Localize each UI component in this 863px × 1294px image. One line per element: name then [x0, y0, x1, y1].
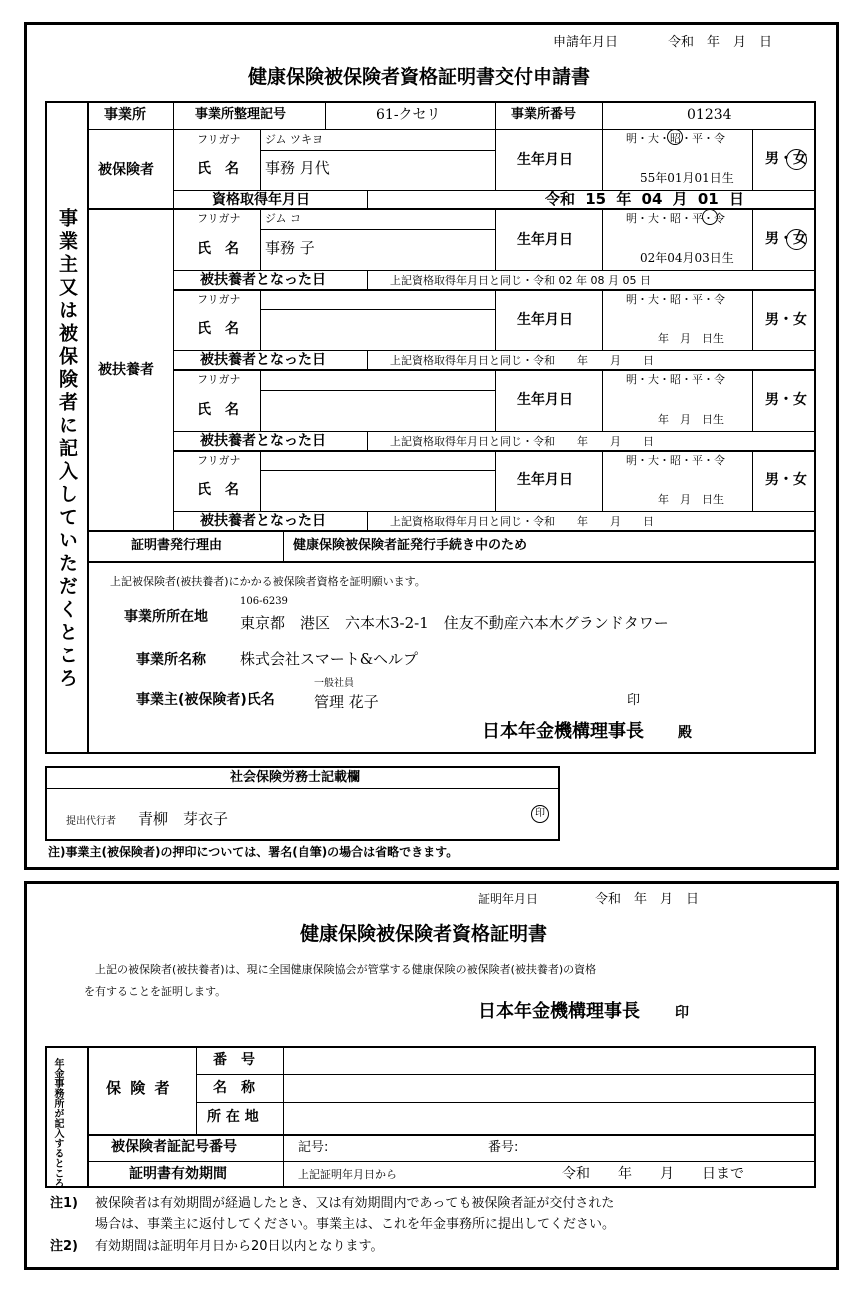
- office-number-value[interactable]: 01234: [687, 107, 732, 123]
- dep1-name-label: 氏 名: [197, 241, 239, 257]
- agent-name[interactable]: 青柳 芽衣子: [138, 810, 229, 828]
- agent-label: 提出代行者: [66, 816, 116, 827]
- kigou-label: 記号:: [298, 1140, 329, 1155]
- owner-title[interactable]: 一般社員: [314, 678, 354, 689]
- note1-label: 注1): [50, 1196, 78, 1211]
- insurer-name-label: 名 称: [213, 1080, 255, 1096]
- sex-circle: [786, 149, 807, 170]
- cert-text-2: を有することを証明します。: [84, 985, 227, 998]
- apply-date-value: 令和 年 月 日: [668, 35, 773, 50]
- dep2-sex: 男・女: [765, 312, 807, 328]
- dependents-label: 被扶養者: [98, 362, 154, 378]
- office-number-label: 事業所番号: [511, 107, 577, 122]
- owner-name[interactable]: 管理 花子: [314, 693, 379, 711]
- agent-seal: [531, 805, 549, 823]
- cert-text-1: 上記の被保険者(被扶養者)は、現に全国健康保険協会が管掌する健康保険の被保険者(被扶養者)の資格: [95, 963, 597, 976]
- dep4-became[interactable]: 上記資格取得年月日と同じ・令和 年 月 日: [390, 515, 654, 528]
- dep3-furigana-label: フリガナ: [197, 373, 241, 386]
- address-value[interactable]: 東京都 港区 六本木3-2-1 住友不動産六本木グランドタワー: [240, 614, 669, 632]
- cert-side-label: 年金事務所が記入するところ: [52, 1058, 63, 1188]
- dep1-furigana[interactable]: ジム コ: [265, 212, 302, 225]
- bangou-label: 番号:: [488, 1140, 519, 1155]
- cert-title: 健康保険被保険者資格証明書: [300, 923, 548, 945]
- dep4-became-label: 被扶養者となった日: [200, 513, 326, 529]
- dep2-birth-label: 生年月日: [517, 312, 573, 328]
- apply-date-label: 申請年月日: [553, 35, 619, 50]
- dep1-era-circle: [702, 209, 718, 225]
- period-from: 上記証明年月日から: [298, 1168, 397, 1181]
- dep2-became[interactable]: 上記資格取得年月日と同じ・令和 年 月 日: [390, 354, 654, 367]
- note1-line1: 被保険者は有効期間が経過したとき、又は有効期間内であっても被保険者証が交付された: [95, 1196, 615, 1211]
- reason-value[interactable]: 健康保険被保険者証発行手続き中のため: [293, 538, 528, 553]
- insured-sex: 男・女: [765, 151, 807, 167]
- insured-era-options: 明・大・昭・平・令: [626, 132, 725, 145]
- note2: 有効期間は証明年月日から20日以内となります。: [95, 1239, 384, 1254]
- postal-code[interactable]: 106-6239: [240, 596, 288, 607]
- era-circle: [667, 129, 683, 145]
- form-title: 健康保険被保険者資格証明書交付申請書: [248, 66, 591, 88]
- dep4-birth-label: 生年月日: [517, 472, 573, 488]
- dep4-era: 明・大・昭・平・令: [626, 454, 725, 467]
- acq-label: 資格取得年月日: [212, 192, 310, 208]
- addressee-suffix: 殿: [678, 725, 692, 741]
- insurer-number-label: 番 号: [213, 1052, 255, 1068]
- insurer-address-label: 所 在 地: [207, 1109, 259, 1125]
- note2-label: 注2): [50, 1239, 78, 1254]
- owner-label: 事業主(被保険者)氏名: [136, 692, 275, 708]
- dep1-became-label: 被扶養者となった日: [200, 272, 326, 288]
- dep1-sex: 男・女: [765, 231, 807, 247]
- period-to[interactable]: 令和 年 月 日まで: [562, 1166, 744, 1182]
- dep1-sex-circle: [786, 229, 807, 250]
- dep2-furigana-label: フリガナ: [197, 293, 241, 306]
- insured-birth[interactable]: 55年01月01日生: [640, 171, 734, 185]
- dep3-became-label: 被扶養者となった日: [200, 433, 326, 449]
- insurer-label: 保 険 者: [106, 1079, 170, 1097]
- dep4-furigana-label: フリガナ: [197, 454, 241, 467]
- note1-line2: 場合は、事業主に返付してください。事業主は、これを年金事務所に提出してください。: [95, 1217, 616, 1232]
- seiri-label: 事業所整理記号: [195, 107, 287, 122]
- period-label: 証明書有効期間: [129, 1166, 227, 1182]
- dep1-era: 明・大・昭・平・令: [626, 212, 725, 225]
- company-value[interactable]: 株式会社スマート&ヘルプ: [240, 650, 419, 668]
- reason-label: 証明書発行理由: [131, 538, 223, 553]
- dep2-became-label: 被扶養者となった日: [200, 352, 326, 368]
- dep3-sex: 男・女: [765, 392, 807, 408]
- insured-name[interactable]: 事務 月代: [265, 159, 330, 177]
- agent-seal-text: 印: [535, 808, 545, 819]
- dep4-sex: 男・女: [765, 472, 807, 488]
- cert-date-label: 証明年月日: [478, 892, 539, 906]
- dep1-birth[interactable]: 02年04月03日生: [640, 251, 734, 265]
- cert-date-value: 令和 年 月 日: [595, 892, 700, 907]
- address-label: 事業所所在地: [124, 609, 208, 625]
- issuer-seal: 印: [675, 1005, 689, 1021]
- office-label: 事業所: [104, 107, 146, 123]
- dep3-birth-label: 生年月日: [517, 392, 573, 408]
- insured-birth-label: 生年月日: [517, 152, 573, 168]
- dep1-name[interactable]: 事務 子: [265, 239, 315, 257]
- insured-label: 被保険者: [98, 162, 154, 178]
- dep1-birth-label: 生年月日: [517, 232, 573, 248]
- dep1-furigana-label: フリガナ: [197, 212, 241, 225]
- dep3-name-label: 氏 名: [197, 402, 239, 418]
- sharoushi-label: 社会保険労務士記載欄: [230, 770, 361, 785]
- dep3-birth[interactable]: 年 月 日生: [658, 413, 724, 426]
- dep2-name-label: 氏 名: [197, 321, 239, 337]
- dep2-era: 明・大・昭・平・令: [626, 293, 725, 306]
- addressee: 日本年金機構理事長: [482, 721, 644, 742]
- request-text: 上記被保険者(被扶養者)にかかる被保険者資格を証明願います。: [110, 575, 426, 588]
- acq-value[interactable]: 令和 15 年 04 月 01 日: [545, 190, 744, 208]
- company-label: 事業所名称: [136, 652, 206, 668]
- dep2-birth[interactable]: 年 月 日生: [658, 332, 724, 345]
- dep1-became[interactable]: 上記資格取得年月日と同じ・令和 02 年 08 月 05 日: [390, 274, 651, 287]
- issuer: 日本年金機構理事長: [478, 1001, 640, 1022]
- owner-seal: 印: [627, 693, 641, 708]
- note: 注)事業主(被保険者)の押印については、署名(自筆)の場合は省略できます。: [48, 845, 459, 859]
- dep4-birth[interactable]: 年 月 日生: [658, 493, 724, 506]
- dep3-became[interactable]: 上記資格取得年月日と同じ・令和 年 月 日: [390, 435, 654, 448]
- dep4-name-label: 氏 名: [197, 482, 239, 498]
- insured-name-label: 氏 名: [197, 161, 239, 177]
- dep3-era: 明・大・昭・平・令: [626, 373, 725, 386]
- symbol-label: 被保険者証記号番号: [111, 1139, 237, 1155]
- insured-furigana-label: フリガナ: [197, 133, 241, 146]
- side-label: 事業主又は被保険者に記入していただくところ: [56, 208, 78, 691]
- insured-furigana[interactable]: ジム ツキヨ: [265, 133, 324, 146]
- seiri-value[interactable]: 61-クセリ: [376, 107, 441, 123]
